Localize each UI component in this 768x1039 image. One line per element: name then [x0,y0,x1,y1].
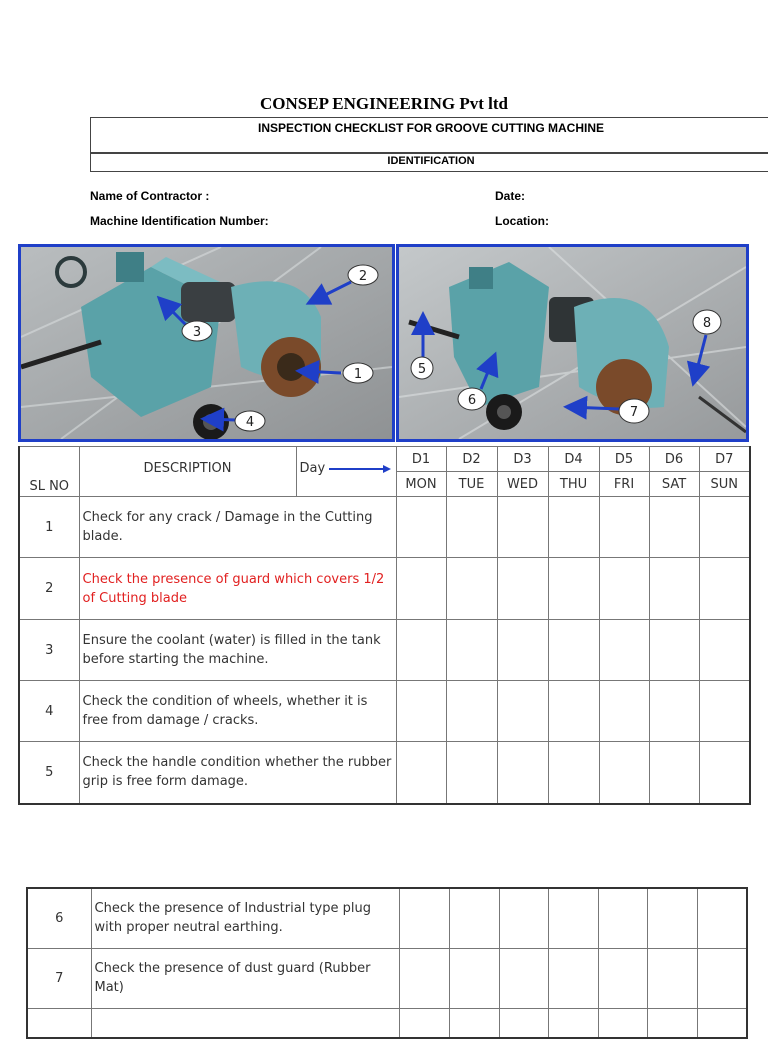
check-cell[interactable] [548,948,598,1008]
row-description: Check the presence of guard which covers 1/2 of Cutting blade [79,558,396,620]
check-cell[interactable] [396,558,446,620]
check-cell[interactable] [548,497,599,558]
svg-text:6: 6 [467,393,477,408]
check-cell[interactable] [499,948,548,1008]
check-cell[interactable] [599,681,649,742]
table-row [19,558,750,620]
row-sl: 7 [27,948,91,1008]
table-row [27,1008,747,1038]
row-sl: 2 [19,558,79,620]
svg-text:7: 7 [629,405,639,420]
check-cell[interactable] [497,620,548,681]
identification-heading: IDENTIFICATION [387,155,475,167]
company-name: CONSEP ENGINEERING Pvt ltd [260,94,508,113]
day-code-d2: D2 [446,447,497,472]
check-cell[interactable] [497,742,548,804]
check-cell[interactable] [697,888,747,948]
check-cell[interactable] [499,888,548,948]
check-cell[interactable] [548,620,599,681]
checklist-table [18,446,751,805]
day-name-fri: FRI [599,472,649,497]
check-cell[interactable] [497,497,548,558]
marker-4 [235,411,265,431]
check-cell[interactable] [548,681,599,742]
machine-photo-right [396,244,749,442]
row-description: Check for any crack / Damage in the Cutting blade. [79,497,396,558]
day-code-d7: D7 [699,447,750,472]
day-name-sun: SUN [699,472,750,497]
day-name-sat: SAT [649,472,699,497]
check-cell[interactable] [649,681,699,742]
date-label: Date: [495,189,526,203]
day-name-thu: THU [548,472,599,497]
day-code-d1: D1 [396,447,446,472]
row-description: Check the presence of Industrial type plug with proper neutral earthing. [91,888,399,948]
day-code-d6: D6 [649,447,699,472]
svg-text:4: 4 [245,415,255,430]
svg-text:8: 8 [702,316,712,331]
check-cell[interactable] [649,558,699,620]
day-code-d5: D5 [599,447,649,472]
check-cell[interactable] [396,742,446,804]
machine-illustration-right [399,247,746,439]
machine-photo-left [18,244,395,442]
table-row [19,742,750,804]
table-row [19,681,750,742]
check-cell[interactable] [699,497,750,558]
machine-illustration-left [21,247,392,439]
svg-text:2: 2 [358,269,368,284]
check-cell[interactable] [399,888,449,948]
check-cell[interactable] [599,620,649,681]
day-name-mon: MON [396,472,446,497]
table-row [27,948,747,1008]
check-cell[interactable] [497,681,548,742]
check-cell[interactable] [699,558,750,620]
check-cell[interactable] [548,888,598,948]
check-cell[interactable] [697,948,747,1008]
check-cell[interactable] [599,558,649,620]
marker-2 [348,265,378,285]
check-cell[interactable] [399,948,449,1008]
right-arrow-icon [329,464,391,474]
marker-3 [182,321,212,341]
check-cell[interactable] [699,681,750,742]
check-cell[interactable] [396,497,446,558]
check-cell[interactable] [647,888,697,948]
check-cell[interactable] [446,742,497,804]
sl-no-header: SL NO [19,447,79,497]
check-cell[interactable] [699,742,750,804]
check-cell[interactable] [649,497,699,558]
check-cell[interactable] [599,742,649,804]
check-cell[interactable] [446,558,497,620]
day-name-wed: WED [497,472,548,497]
machine-id-label: Machine Identification Number: [90,214,269,228]
marker-8 [693,310,721,334]
svg-text:5: 5 [417,362,427,377]
contractor-label: Name of Contractor : [90,189,210,203]
check-cell[interactable] [649,620,699,681]
day-code-d3: D3 [497,447,548,472]
day-label: Day [299,461,326,476]
day-header [296,447,396,497]
table-row [27,888,747,948]
day-name-tue: TUE [446,472,497,497]
row-description: Check the handle condition whether the rubber grip is free form damage. [79,742,396,804]
check-cell[interactable] [598,948,647,1008]
marker-7 [619,399,649,423]
check-cell[interactable] [446,681,497,742]
marker-6 [458,388,486,410]
row-description: Check the presence of dust guard (Rubber Mat) [91,948,399,1008]
row-description: Check the condition of wheels, whether it is free from damage / cracks. [79,681,396,742]
row-sl: 1 [19,497,79,558]
check-cell[interactable] [396,620,446,681]
checklist-table-continued [26,887,748,1039]
row-sl: 4 [19,681,79,742]
marker-1 [343,363,373,383]
svg-text:3: 3 [192,325,202,340]
check-cell[interactable] [548,742,599,804]
check-cell[interactable] [446,497,497,558]
check-cell[interactable] [548,558,599,620]
check-cell[interactable] [497,558,548,620]
check-cell[interactable] [449,948,499,1008]
row-sl: 6 [27,888,91,948]
row-sl: 5 [19,742,79,804]
check-cell[interactable] [598,888,647,948]
location-label: Location: [495,214,549,228]
check-cell[interactable] [396,681,446,742]
identification-band [90,153,768,172]
form-title: INSPECTION CHECKLIST FOR GROOVE CUTTING MACHINE [257,121,604,135]
description-header: DESCRIPTION [79,447,296,497]
check-cell[interactable] [446,620,497,681]
day-code-d4: D4 [548,447,599,472]
row-sl: 3 [19,620,79,681]
svg-text:1: 1 [353,367,363,382]
check-cell[interactable] [449,888,499,948]
check-cell[interactable] [699,620,750,681]
check-cell[interactable] [599,497,649,558]
check-cell[interactable] [649,742,699,804]
table-row [19,497,750,558]
marker-5 [411,357,433,379]
form-title-band [90,117,768,153]
row-description: Ensure the coolant (water) is filled in the tank before starting the machine. [79,620,396,681]
check-cell[interactable] [647,948,697,1008]
table-row [19,620,750,681]
